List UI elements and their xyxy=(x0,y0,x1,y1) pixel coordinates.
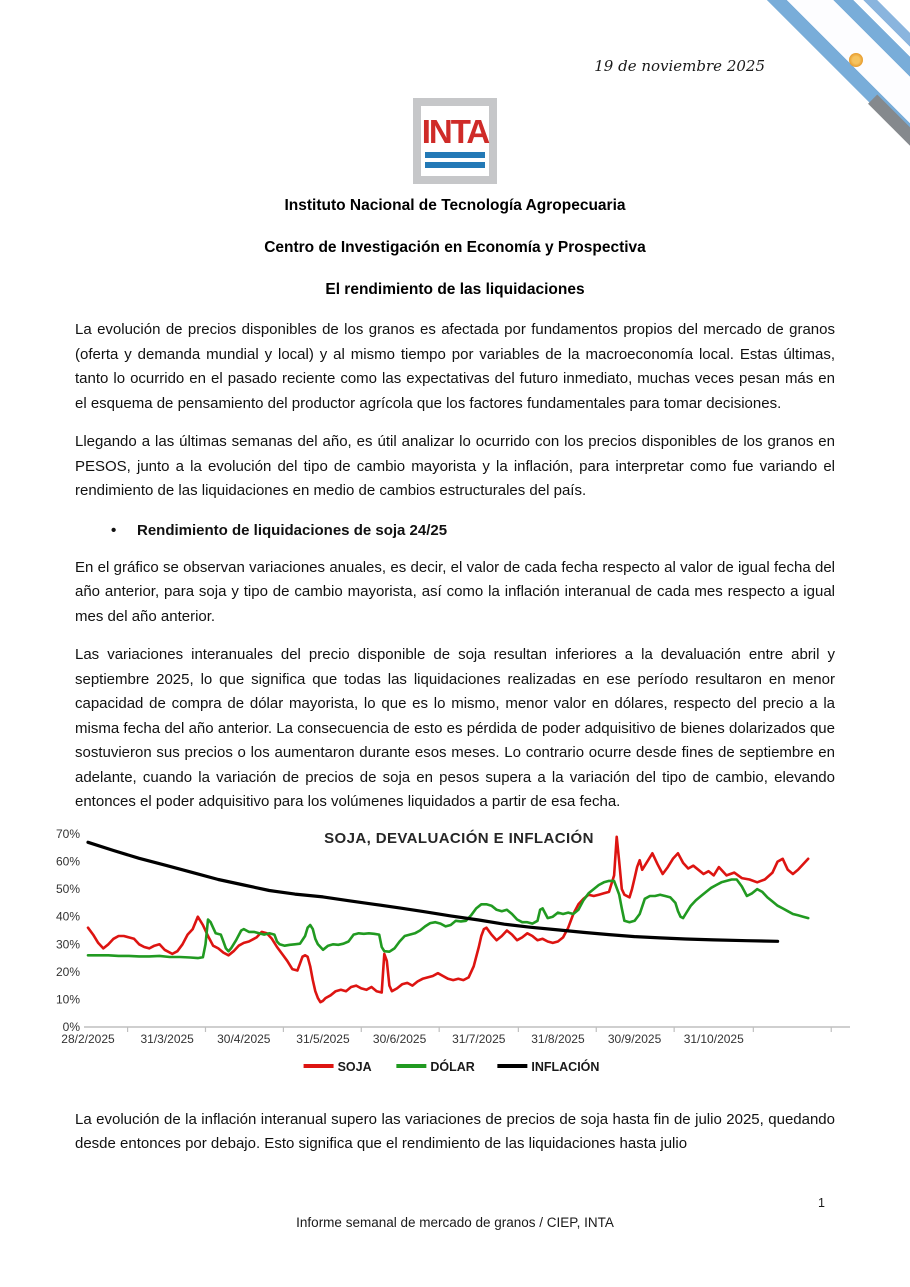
x-axis-label: 31/5/2025 xyxy=(296,1031,350,1046)
inta-logo-inner xyxy=(421,106,489,176)
bullet-item-soja xyxy=(75,520,835,542)
page-number: 1 xyxy=(818,1196,825,1210)
content-column xyxy=(55,0,835,1157)
paragraph-2: Llegando a las últimas semanas del año, es útil analizar lo ocurrido con los precios disponibles de los granos en PESOS, junto a la evolución del tipo de cambio mayorista y la inflación, para interpretar como fue variando el rendimiento de las liquidaciones en medio de cambios estructurales del país. xyxy=(75,433,835,499)
footer-text: Informe semanal de mercado de granos / CIEP, INTA xyxy=(296,1215,614,1230)
bullet-item-label: Rendimiento de liquidaciones de soja 24/25 xyxy=(137,521,448,539)
y-axis-label: 60% xyxy=(55,854,80,869)
x-axis-label: 31/10/2025 xyxy=(683,1031,744,1046)
heading-report-title: El rendimiento de las liquidaciones xyxy=(325,281,585,298)
soja-devaluacion-inflacion-chart xyxy=(44,823,859,1089)
x-axis-label: 31/7/2025 xyxy=(452,1031,506,1046)
inta-logo-text: INTA xyxy=(421,112,489,150)
chart-legend xyxy=(304,1059,600,1074)
legend-label: INFLACIÓN xyxy=(531,1059,600,1074)
bullet-marker: • xyxy=(111,521,117,539)
chart-line-soja xyxy=(88,836,808,1001)
x-axis-label: 30/4/2025 xyxy=(217,1031,271,1046)
paragraph-1: La evolución de precios disponibles de los granos es afectada por fundamentos propios del mercado de granos (oferta y demanda mundial y local) y al mismo tiempo por variables de la macroeconomía local. Estas últimas, tanto lo ocurrido en el pasado reciente como las expectativas del futuro inmediato, muchas veces pesan más en el esquema de pensamiento del productor agrícola que los factores fundamentales para tomar decisiones. xyxy=(75,321,835,412)
y-axis-label: 40% xyxy=(55,909,80,924)
legend-label: DÓLAR xyxy=(430,1059,475,1074)
paragraph-4: Las variaciones interanuales del precio disponible de soja resultan inferiores a la devaluación entre abril y septiembre 2025, lo que significa que todas las liquidaciones realizadas en ese período resultaron en menor capacidad de compra de dólar mayorista, lo que es lo mismo, menor valor en dólares, respecto del precio a la misma fecha del año anterior. La consecuencia de esto es pérdida de poder adquisitivo de bienes dolarizados que sostuvieron sus precios o los aumentaron durante esos meses. Lo contrario ocurre desde fines de septiembre en adelante, cuando la variación de precios de soja en pesos supera a la variación del tipo de cambio, elevando entonces el poder adquisitivo para los volúmenes liquidados a partir de esa fecha. xyxy=(75,646,835,810)
paragraph-5: La evolución de la inflación interanual supero las variaciones de precios de soja hasta fin de julio 2025, quedando desde entonces por debajo. Esto significa que el rendimiento de las liquidaciones hasta julio xyxy=(75,1110,835,1152)
chart-container xyxy=(44,823,859,1094)
y-axis-label: 20% xyxy=(55,964,80,979)
x-axis-label: 31/3/2025 xyxy=(140,1031,194,1046)
legend-label: SOJA xyxy=(337,1059,372,1074)
x-axis-label: 30/9/2025 xyxy=(607,1031,662,1046)
y-axis-label: 0% xyxy=(62,1019,80,1034)
heading-institution: Instituto Nacional de Tecnología Agropecuaria xyxy=(284,197,626,214)
y-axis-label: 30% xyxy=(55,936,80,951)
flag-sun-icon xyxy=(849,53,863,67)
heading-center: Centro de Investigación en Economía y Prospectiva xyxy=(264,239,646,256)
x-axis-label: 28/2/2025 xyxy=(61,1031,115,1046)
document-date: 19 de noviembre 2025 xyxy=(594,57,765,75)
inta-logo-bar xyxy=(425,152,485,158)
x-axis-label: 30/6/2025 xyxy=(372,1031,427,1046)
inta-logo xyxy=(413,98,497,184)
y-axis-label: 70% xyxy=(55,826,80,841)
inta-logo-bar xyxy=(425,162,485,168)
chart-title: SOJA, DEVALUACIÓN E INFLACIÓN xyxy=(324,829,594,847)
y-axis-label: 50% xyxy=(55,881,80,896)
y-axis-label: 10% xyxy=(55,991,80,1006)
paragraph-3: En el gráfico se observan variaciones anuales, es decir, el valor de cada fecha respecto al valor de igual fecha del año anterior, para soja y tipo de cambio mayorista, así como la inflación interanual de cada mes respecto a igual mes del año anterior. xyxy=(75,558,835,625)
x-axis-label: 31/8/2025 xyxy=(531,1031,585,1046)
